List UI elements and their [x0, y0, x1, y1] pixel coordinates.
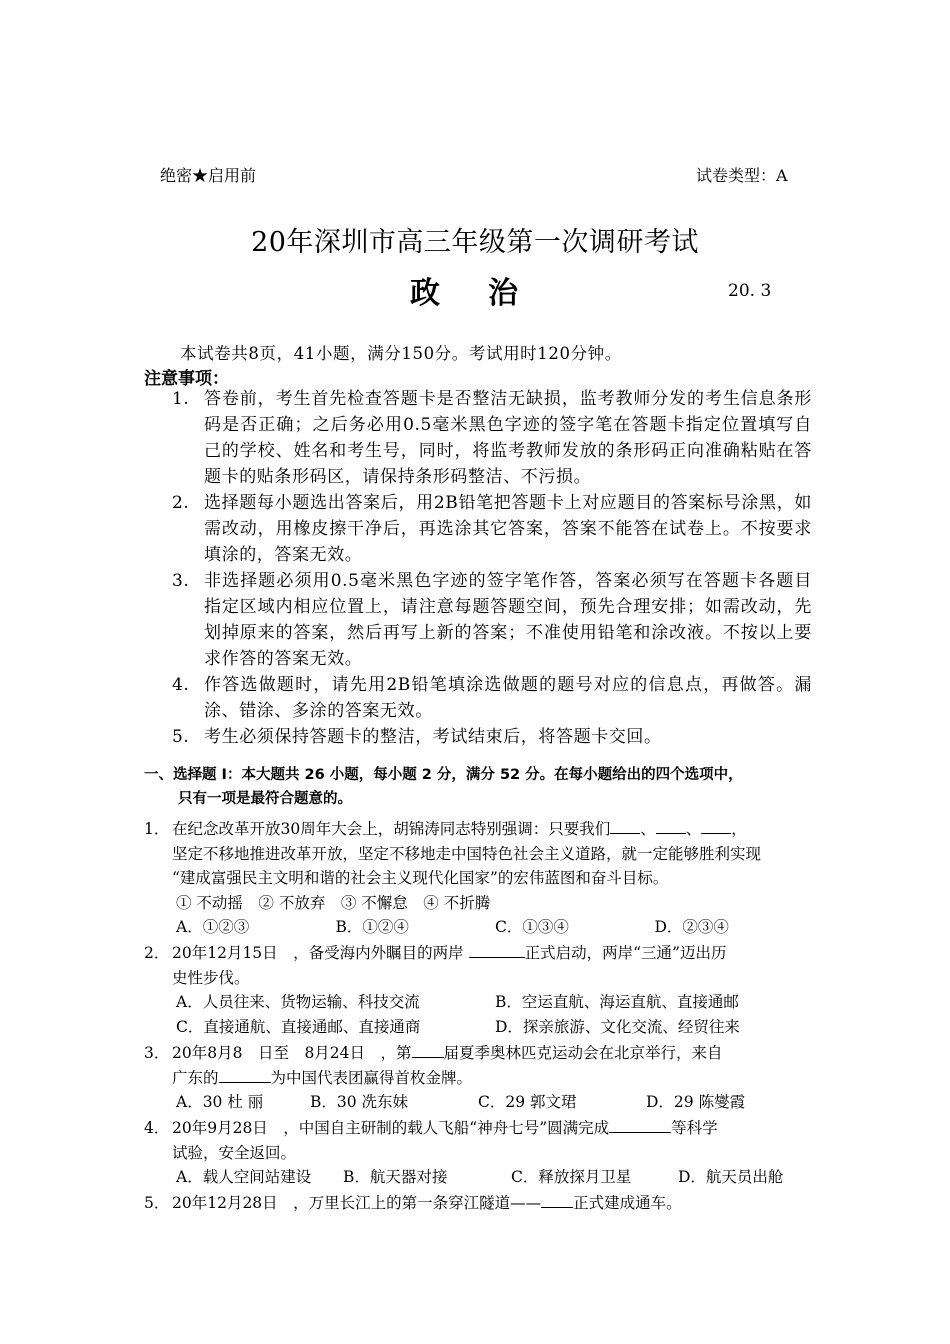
question-text: 20年12月15日 ，备受海内外瞩目的两岸 [172, 944, 464, 962]
note-item [172, 568, 812, 672]
option-a: A．30 杜 丽 [176, 1093, 264, 1111]
notes-list [172, 386, 812, 750]
question-1 [144, 817, 814, 940]
question-text: 坚定不移地推进改革开放，坚定不移地走中国特色社会主义道路，就一定能够胜利实现 [172, 844, 762, 863]
section-heading-line1: 一、选择题 I：本大题共 26 小题，每小题 2 分，满分 52 分。在每小题给出的四个选项中， [144, 767, 743, 783]
subject-title [410, 268, 520, 312]
question-text: 试验，安全返回。 [172, 1143, 297, 1162]
question-4 [144, 1116, 814, 1190]
question-text: 广东的 [172, 1068, 219, 1087]
question-number: 5． [144, 1194, 170, 1212]
note-text: 作答选做题时，请先用2B铅笔填涂选做题的题号对应的信息点，再做答。漏涂、错涂、多涂的答案无效。 [204, 675, 812, 721]
option-d: D．探亲旅游、文化交流、经贸往来 [495, 1017, 740, 1036]
question-text: 20年9月28日 ，中国自主研制的载人飞船“神舟七号”圆满完成 [172, 1119, 610, 1137]
question-text: 史性步伐。 [172, 968, 250, 987]
question-text: 等科学 [671, 1119, 718, 1137]
option-c: C．直接通航、直接通邮、直接通商 [176, 1017, 421, 1036]
note-number: 1. [172, 389, 190, 409]
question-text: “建成富强民主文明和谐的社会主义现代化国家”的宏伟蓝图和奋斗目标。 [172, 869, 669, 887]
option-b: B．①②④ [335, 918, 409, 936]
section-heading-line2: 只有一项是最符合题意的。 [178, 791, 352, 807]
blank-separator: 、 [640, 820, 656, 838]
question-text: 正式建成通车。 [573, 1194, 682, 1212]
option-c: C．29 郭文珺 [478, 1093, 577, 1111]
note-item [172, 672, 812, 724]
note-text: 答卷前，考生首先检查答题卡是否整洁无缺损，监考教师分发的考生信息条形码是否正确；之后务必用0.5毫米黑色字迹的签字笔在答题卡指定位置填写自己的学校、姓名和考生号，同时，将监考教师发放的条形码正向准确粘贴在答题卡的贴条形码区，请保持条形码整洁、不污损。 [204, 389, 812, 487]
question-number: 2． [144, 944, 170, 962]
question-text: 正式启动，两岸“三通”迈出历 [524, 944, 727, 962]
subject-char-2: 治 [488, 276, 520, 311]
note-number: 5. [172, 727, 190, 747]
option-d: D．29 陈燮霞 [646, 1093, 746, 1111]
answer-blank [541, 1191, 573, 1208]
question-number: 4． [144, 1119, 170, 1137]
option-a: A．人员往来、货物运输、科技交流 [176, 993, 420, 1011]
option-b: B．空运直航、海运直航、直接通邮 [495, 993, 739, 1011]
answer-blank [656, 817, 686, 834]
question-5 [144, 1191, 814, 1216]
note-item [172, 490, 812, 568]
note-item [172, 386, 812, 490]
blank-separator: 、 [685, 820, 702, 838]
answer-blank [469, 941, 525, 958]
question-text: 20年12月28日 ，万里长江上的第一条穿江隧道—— [172, 1194, 542, 1212]
option-a: A．载人空间站建设 [176, 1168, 312, 1186]
question-2 [144, 941, 814, 1039]
note-number: 2. [172, 493, 190, 513]
question-text: 20年8月8 日至 8月24日 ，第 [172, 1044, 412, 1062]
answer-blank [610, 817, 640, 834]
note-number: 3. [172, 571, 190, 591]
note-text: 选择题每小题选出答案后，用2B铅笔把答题卡上对应题目的答案标号涂黑，如需改动，用橡皮擦干净后，再选涂其它答案，答案不能答在试卷上。不按要求填涂的，答案无效。 [204, 493, 812, 565]
option-d: D．②③④ [654, 918, 729, 936]
option-c: C．①③④ [495, 918, 569, 936]
section-heading [144, 763, 814, 811]
answer-blank [219, 1066, 271, 1083]
question-text: 为中国代表团赢得首枚金牌。 [270, 1068, 473, 1087]
option-b: B．航天器对接 [343, 1168, 448, 1186]
option-a: A．①②③ [176, 918, 250, 936]
answer-blank [609, 1116, 671, 1133]
note-text: 考生必须保持答题卡的整洁，考试结束后，将答题卡交回。 [204, 727, 662, 747]
answer-blank [701, 817, 731, 834]
question-items: ① 不动摇 ② 不放弃 ③ 不懈怠 ④ 不折腾 [176, 893, 491, 912]
question-3 [144, 1041, 814, 1115]
exam-intro: 本试卷共8页，41小题，满分150分。考试用时120分钟。 [180, 344, 622, 363]
exam-title: 20年深圳市高三年级第一次调研考试 [251, 227, 699, 258]
question-text: ， [731, 820, 747, 838]
question-text: 届夏季奥林匹克运动会在北京举行，来自 [443, 1044, 723, 1062]
question-number: 1． [144, 820, 170, 838]
note-number: 4. [172, 675, 190, 695]
option-d: D．航天员出舱 [678, 1168, 784, 1186]
note-text: 非选择题必须用0.5毫米黑色字迹的签字笔作答，答案必须写在答题卡各题目指定区域内相应位置上，请注意每题答题空间，预先合理安排；如需改动，先划掉原来的答案，然后再写上新的答案；不准使用铅笔和涂改液。不按以上要求作答的答案无效。 [204, 571, 812, 669]
question-number: 3． [144, 1044, 170, 1062]
option-b: B．30 冼东妹 [310, 1093, 409, 1111]
note-item [172, 724, 812, 750]
answer-blank [412, 1041, 444, 1058]
confidential-label: 绝密★启用前 [160, 166, 257, 185]
paper-type-label: 试卷类型：A [696, 166, 788, 185]
exam-date: 20. 3 [728, 281, 772, 301]
notes-heading: 注意事项： [144, 369, 229, 389]
option-c: C．释放探月卫星 [511, 1168, 632, 1186]
question-text: 在纪念改革开放30周年大会上，胡锦涛同志特别强调：只要我们 [172, 820, 611, 838]
subject-char-1: 政 [410, 276, 442, 311]
